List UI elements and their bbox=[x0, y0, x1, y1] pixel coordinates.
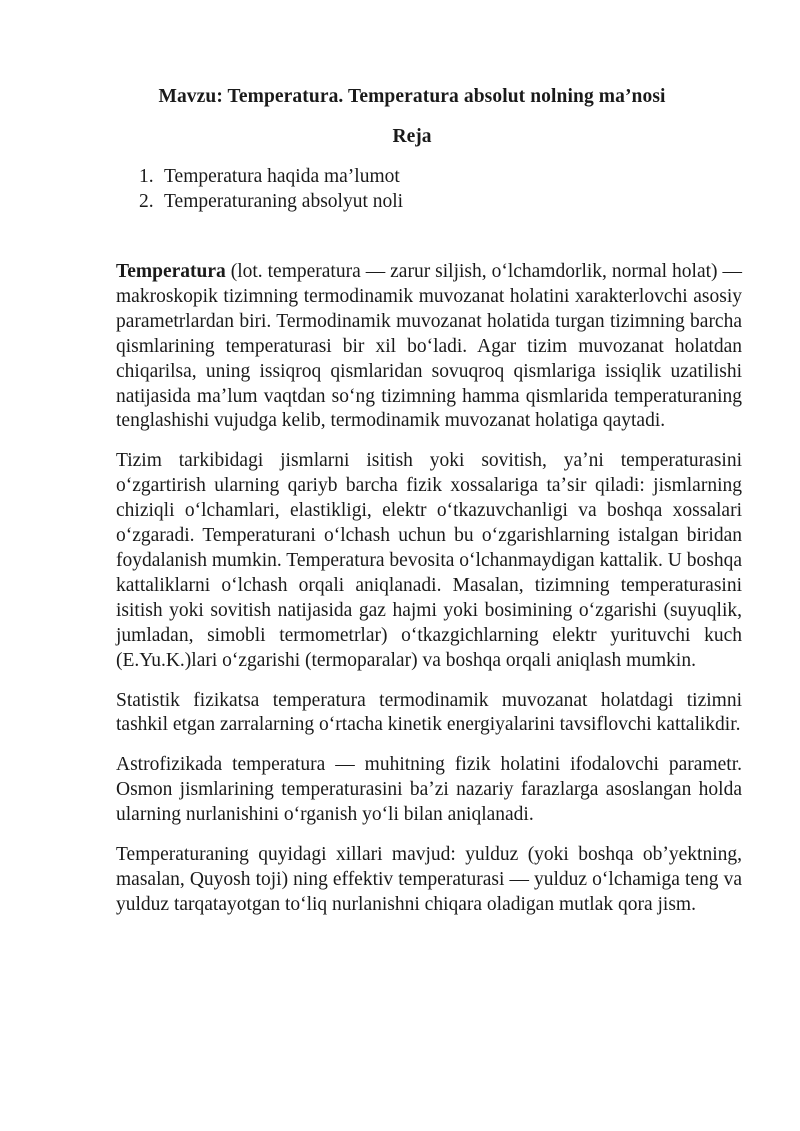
paragraph-astrophysics: Astrofizikada temperatura — muhitning fizik holatini ifodalovchi parametr. Osmon jismlarining temperaturasini baʼzi nazariy farazlarga asoslangan holda ularning nurlanishini oʻrganish yoʻli bilan aniqlanadi. bbox=[116, 754, 742, 826]
plan-item-text: Temperatura haqida ma’lumot bbox=[164, 166, 400, 187]
paragraph-temperature-types: Temperaturaning quyidagi xillari mavjud: yulduz (yoki boshqa obʼyektning, masalan, Quyosh toji) ning effektiv temperaturasi — yulduz oʻlchamiga teng va yulduz tarqatayotgan toʻliq nurlanishni chiqara oladigan mutlak qora jism. bbox=[116, 844, 742, 915]
term-temperatura: Temperatura bbox=[116, 261, 226, 282]
paragraph-measurement: Tizim tarkibidagi jismlarni isitish yoki sovitish, yaʼni temperaturasini oʻzgartirish ularning qariyb barcha fizik xossalariga taʼsir qiladi: jismlarning chiziqli oʻlchamlari, elastikligi, elektr oʻtkazuvchanligi va boshqa xossalari oʻzgaradi. Temperaturani oʻlchash uchun bu oʻzgarishlarning istalgan biridan foydalanish mumkin. Temperatura bevosita oʻlchanmaydigan kattalik. U boshqa kattaliklarni oʻlchash orqali aniqlanadi. Masalan, tizimning temperaturasini isitish yoki sovitish natijasida gaz hajmi yoki bosimining oʻzgarishi (suyuqlik, jumladan, simobli termometrlar) oʻtkazgichlarning elektr yurituvchi kuch (E.Yu.K.)lari oʻzgarishi (termoparalar) va boshqa orqali aniqlash mumkin. bbox=[116, 450, 742, 671]
paragraph-text: (lot. temperatura — zarur siljish, oʻlchamdorlik, normal holat) — makroskopik tizimning termodinamik muvozanat holatini xarakterlovchi asosiy parametrlardan biri. Termodinamik muvozanat holatida turgan tizimning barcha qismlarining temperaturasi bir xil boʻladi. Agar tizim muvozanat holatdan chiqarilsa, uning issiqroq qismlaridan sovuqroq qismlariga issiqlik uzatilishi natijasida maʼlum vaqtdan soʻng tizimning hamma qismlarida temperaturaning tenglashishi vujudga kelib, termodinamik muvozanat holatiga qaytadi. bbox=[116, 261, 742, 432]
plan-item-text: Temperaturaning absolyut noli bbox=[164, 191, 404, 212]
paragraph-definition bbox=[116, 260, 742, 434]
document-body bbox=[116, 260, 742, 918]
paragraph-statistical-physics: Statistik fizikatsa temperatura termodinamik muvozanat holatdagi tizimni tashkil etgan zarralarning oʻrtacha kinetik energiyalarini tavsiflovchi kattalikdir. bbox=[116, 689, 742, 736]
plan-heading: Reja bbox=[392, 126, 432, 147]
document-title: Mavzu: Temperatura. Temperatura absolut nolning ma’nosi bbox=[158, 86, 666, 107]
plan-item-number: 2. bbox=[139, 191, 154, 212]
plan-list bbox=[116, 164, 742, 214]
plan-item-number: 1. bbox=[139, 166, 154, 187]
plan-item bbox=[116, 189, 742, 214]
plan-item bbox=[116, 164, 742, 189]
